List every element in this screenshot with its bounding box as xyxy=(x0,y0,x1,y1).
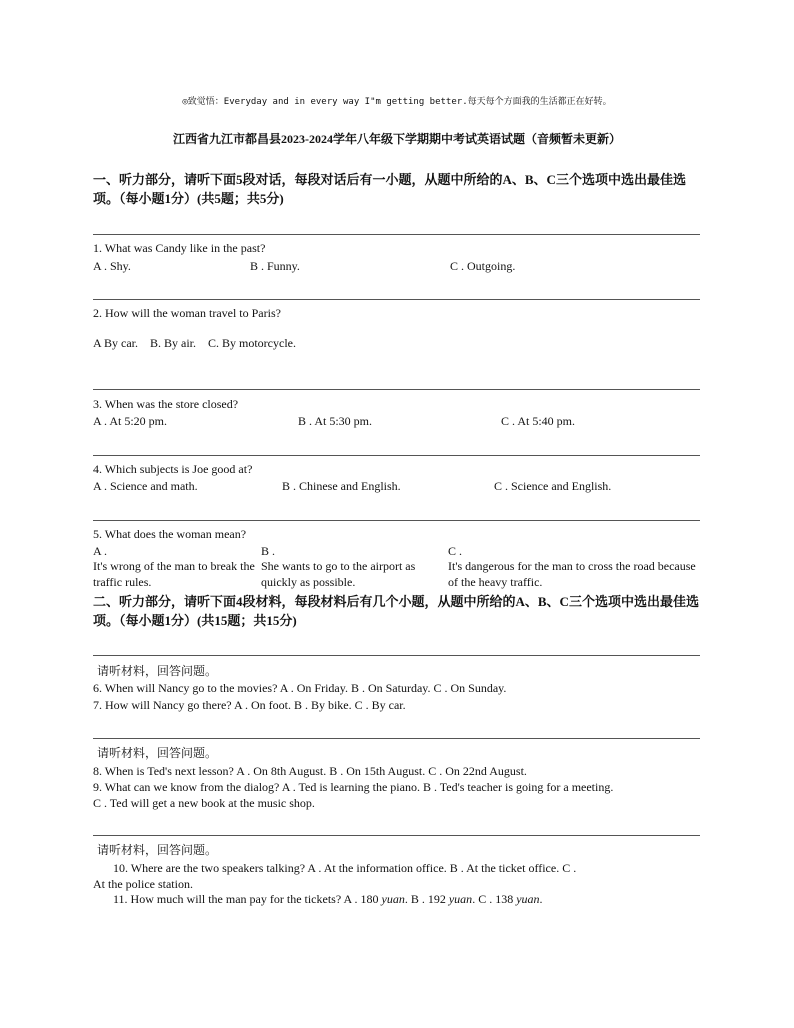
q1-option-a[interactable]: A . Shy. xyxy=(93,259,131,273)
q5-option-a-letter[interactable]: A . xyxy=(93,544,108,558)
q11-unit: yuan xyxy=(516,892,540,906)
question-1-stem: 1. What was Candy like in the past? xyxy=(93,241,266,255)
part2-instruction: 二、听力部分，请听下面4段材料，每段材料后有几个小题，从题中所给的A、B、C三个选项中选出最佳选项。（每小题1分）(共15题；共15分) xyxy=(93,594,699,628)
divider xyxy=(93,520,700,521)
page-title: 江西省九江市都昌县2023-2024学年八年级下学期期中考试英语试题（音频暂未更新） xyxy=(173,132,621,146)
q1-option-b[interactable]: B . Funny. xyxy=(250,259,300,273)
divider xyxy=(93,234,700,235)
q3-option-a[interactable]: A . At 5:20 pm. xyxy=(93,414,168,428)
part1-instruction: 一、听力部分，请听下面5段对话，每段对话后有一小题，从题中所给的A、B、C三个选项中选出最佳选项。（每小题1分）(共5题；共5分) xyxy=(93,172,686,206)
q11-unit: yuan xyxy=(381,892,405,906)
question-8: 8. When is Ted's next lesson? A . On 8th August. B . On 15th August. C . On 22nd August. xyxy=(93,764,527,778)
divider xyxy=(93,835,700,836)
q4-option-a[interactable]: A . Science and math. xyxy=(93,479,198,493)
listening-prompt: 请听材料，回答问题。 xyxy=(97,746,218,760)
divider xyxy=(93,299,700,300)
q11-text: . xyxy=(539,892,543,906)
q1-option-c[interactable]: C . Outgoing. xyxy=(450,259,516,273)
q5-option-b-letter[interactable]: B . xyxy=(261,544,276,558)
q3-option-c[interactable]: C . At 5:40 pm. xyxy=(501,414,576,428)
divider xyxy=(93,738,700,739)
q5-option-b-text[interactable]: She wants to go to the airport as quickly as possible. xyxy=(261,559,416,589)
question-11 xyxy=(113,891,543,907)
divider xyxy=(93,655,700,656)
q11-text: . B . 192 xyxy=(404,892,449,906)
q3-option-b[interactable]: B . At 5:30 pm. xyxy=(298,414,373,428)
question-5-stem: 5. What does the woman mean? xyxy=(93,527,247,541)
q11-unit: yuan xyxy=(448,892,473,906)
question-3-stem: 3. When was the store closed? xyxy=(93,397,239,411)
q4-option-b[interactable]: B . Chinese and English. xyxy=(282,479,401,493)
question-10-cont: At the police station. xyxy=(93,877,193,891)
divider xyxy=(93,389,700,390)
question-4-stem: 4. Which subjects is Joe good at? xyxy=(93,462,253,476)
q5-option-c-text[interactable]: It's dangerous for the man to cross the road because of the heavy traffic. xyxy=(448,559,696,589)
divider xyxy=(93,455,700,456)
question-2-stem: 2. How will the woman travel to Paris? xyxy=(93,306,281,320)
q2-options[interactable]: A By car. B. By air. C. By motorcycle. xyxy=(93,336,296,350)
q4-option-c[interactable]: C . Science and English. xyxy=(494,479,612,493)
q11-text: . C . 138 xyxy=(472,892,517,906)
question-9: 9. What can we know from the dialog? A . Ted is learning the piano. B . Ted's teacher is going for a meeting. xyxy=(93,780,614,794)
question-6: 6. When will Nancy go to the movies? A . On Friday. B . On Saturday. C . On Sunday. xyxy=(93,681,507,695)
q11-text: 11. How much will the man pay for the tickets? A . 180 xyxy=(113,892,382,906)
question-7: 7. How will Nancy go there? A . On foot. B . By bike. C . By car. xyxy=(93,698,406,712)
q5-option-a-text[interactable]: It's wrong of the man to break the traffic rules. xyxy=(93,559,255,589)
motto: ◎致觉悟：Everyday and in every way I"m getting better.每天每个方面我的生活都正在好转。 xyxy=(182,97,612,107)
listening-prompt: 请听材料，回答问题。 xyxy=(97,664,218,678)
listening-prompt: 请听材料，回答问题。 xyxy=(97,843,218,857)
q5-option-c-letter[interactable]: C . xyxy=(448,544,463,558)
question-10: 10. Where are the two speakers talking? A . At the information office. B . At the ticket office. C . xyxy=(113,861,577,875)
question-9-cont: C . Ted will get a new book at the music shop. xyxy=(93,796,315,810)
